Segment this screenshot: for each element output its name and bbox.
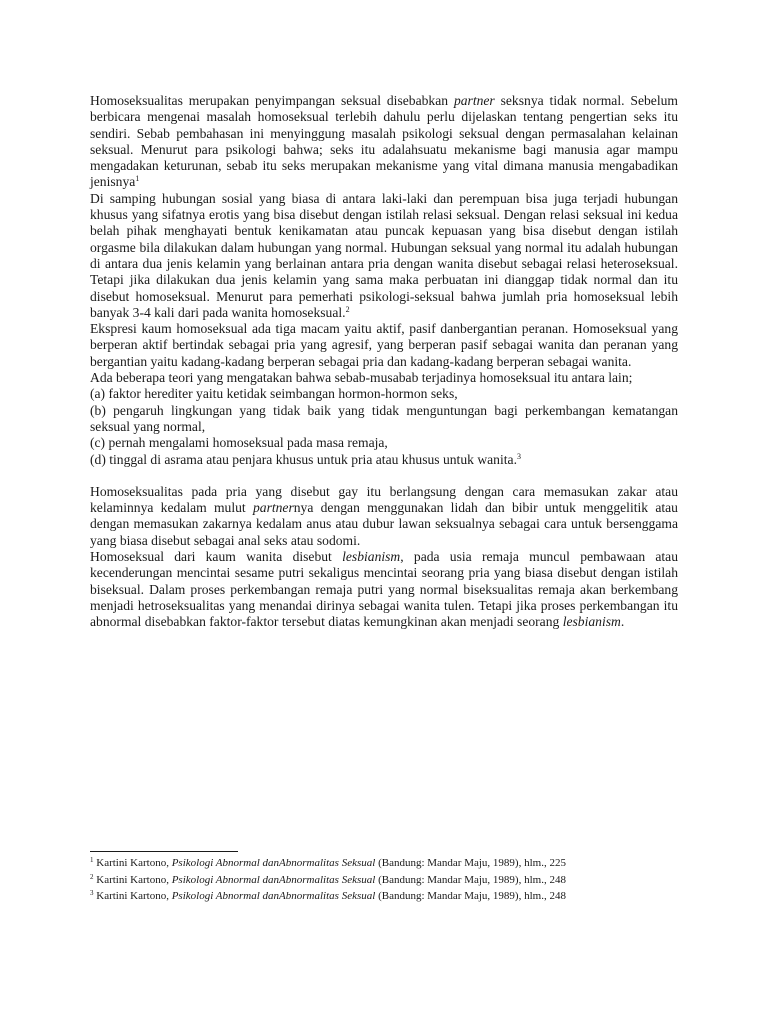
footnote-ref: 3 <box>90 889 94 897</box>
italic-term: Psikologi Abnormal danAbnormalitas Seksual <box>171 873 376 886</box>
text-run: Ada beberapa teori yang mengatakan bahwa sebab-musabab terjadinya homoseksual itu antara lain; <box>90 370 633 386</box>
footnote-3 <box>90 888 678 905</box>
list-item-d <box>90 452 678 468</box>
footnote-2 <box>90 872 678 889</box>
text-run: (Bandung: Mandar Maju, 1989), hlm., 248 <box>375 873 566 886</box>
text-run: , pada usia remaja muncul pembawaan atau kecenderungan mencintai sesame putri sekaligus mencintai seorang pria yang biasa disebut dengan istilah biseksual. Dalam proses perkembangan remaja putri yang normal biseksualitas remaja akan berkembang menjadi hetroseksualitas yang menandai dirinya sebagai wanita tulen. Tetapi jika proses perkembangan itu abnormal disebabkan faktor-faktor tersebut diatas kemungkinan akan menjadi seorang <box>90 549 679 630</box>
italic-term: lesbianism <box>342 549 401 565</box>
text-run: Homoseksualitas merupakan penyimpangan seksual disebabkan <box>90 93 454 108</box>
footnote-separator <box>90 851 238 852</box>
italic-term: partner <box>453 93 495 108</box>
list-item-c <box>90 435 678 451</box>
document-body <box>90 93 678 631</box>
text-run: Homoseksual dari kaum wanita disebut <box>90 549 343 565</box>
text-run: (Bandung: Mandar Maju, 1989), hlm., 248 <box>375 890 566 902</box>
footnote-ref: 2 <box>345 304 350 314</box>
italic-term: partner <box>252 500 294 516</box>
footnote-ref: 2 <box>90 872 94 881</box>
italic-term: Psikologi Abnormal danAbnormalitas Seksual <box>171 857 376 869</box>
paragraph-spacer <box>90 468 678 484</box>
list-item-a <box>90 386 678 402</box>
footnote-ref: 1 <box>90 856 94 864</box>
text-run: (c) pernah mengalami homoseksual pada masa remaja, <box>90 435 388 451</box>
paragraph-relasi-seksual <box>90 191 678 321</box>
text-run: Kartini Kartono, <box>93 873 172 886</box>
paragraph-ekspresi <box>90 321 678 370</box>
text-run: (d) tinggal di asrama atau penjara khusus untuk pria atau khusus untuk wanita. <box>90 451 517 467</box>
text-run: (a) faktor herediter yaitu ketidak seimbangan hormon-hormon seks, <box>90 386 458 402</box>
text-run: nya dengan menggunakan lidah dan bibir untuk menggelitik atau dengan memasukan zakarnya kedalam anus atau dubur lawan seksualnya sebagai cara untuk bersenggama yang biasa disebut sebagai anal seks atau sodomi. <box>90 500 678 548</box>
footnotes <box>90 855 678 905</box>
paragraph-gay <box>90 484 678 549</box>
list-item-b <box>90 403 678 436</box>
footnote-ref: 1 <box>135 174 140 184</box>
paragraph-partner-definition <box>90 93 678 191</box>
text-run: Ekspresi kaum homoseksual ada tiga macam yaitu aktif, pasif danbergantian peranan. Homoseksual yang berperan aktif bertindak sebagai pria yang agresif, yang berperan pasif sebagai wanita dan peranan yang bergantian yaitu kadang-kadang berperan sebagai pria dan kadang-kadang berperan sebagai wanita. <box>90 321 678 369</box>
text-run: Kartini Kartono, <box>93 890 172 902</box>
italic-term: Psikologi Abnormal danAbnormalitas Seksual <box>171 890 376 902</box>
text-run: seksnya tidak normal. Sebelum berbicara mengenai masalah homoseksual terlebih dahulu perlu dijelaskan tentang pengertian seks itu sendiri. Sebab pembahasan ini menyinggung masalah psikologi seksual dengan permasalahan kelainan seksual. Menurut para psikologi bahwa; seks itu adalahsuatu mekanisme bagi manusia agar mampu mengadakan keturunan, sebab itu seks merupakan mekanisme yang vital dimana manusia mengabadikan jenisnya <box>90 93 678 190</box>
text-run: Di samping hubungan sosial yang biasa di antara laki-laki dan perempuan bisa juga terjadi hubungan khusus yang sifatnya erotis yang bisa disebut dengan istilah relasi seksual. Dengan relasi seksual ini kedua belah pihak menghayati bentuk kenikamatan atau puncak kepuasan yang bisa disebut dengan istilah orgasme bila dilakukan dalam hubungan yang normal. Hubungan seksual yang normal itu adalah hubungan di antara dua jenis kelamin yang berlainan antara pria dengan wanita disebut sebagai relasi heteroseksual. Tetapi jika dilakukan dua jenis kelamin yang sama maka perbuatan ini dianggap tidak normal dan itu disebut homoseksual. Menurut para pemerhati psikologi-seksual bahwa jumlah pria homoseksual lebih banyak 3-4 kali dari pada wanita homoseksual. <box>90 190 678 320</box>
footnote-ref: 3 <box>516 451 521 461</box>
text-run: (b) pengaruh lingkungan yang tidak baik yang tidak menguntungan bagi perkembangan kematangan seksual yang normal, <box>90 402 678 434</box>
italic-term: lesbianism <box>562 614 621 630</box>
footnote-1 <box>90 855 678 872</box>
paragraph-lesbianism <box>90 549 678 630</box>
paragraph-teori-intro <box>90 370 678 386</box>
text-run: Kartini Kartono, <box>93 857 172 869</box>
text-run: (Bandung: Mandar Maju, 1989), hlm., 225 <box>375 857 566 869</box>
text-run: Homoseksualitas pada pria yang disebut gay itu berlangsung dengan cara memasukan zakar atau kelaminnya kedalam mulut <box>90 483 678 516</box>
text-run: . <box>620 614 625 630</box>
